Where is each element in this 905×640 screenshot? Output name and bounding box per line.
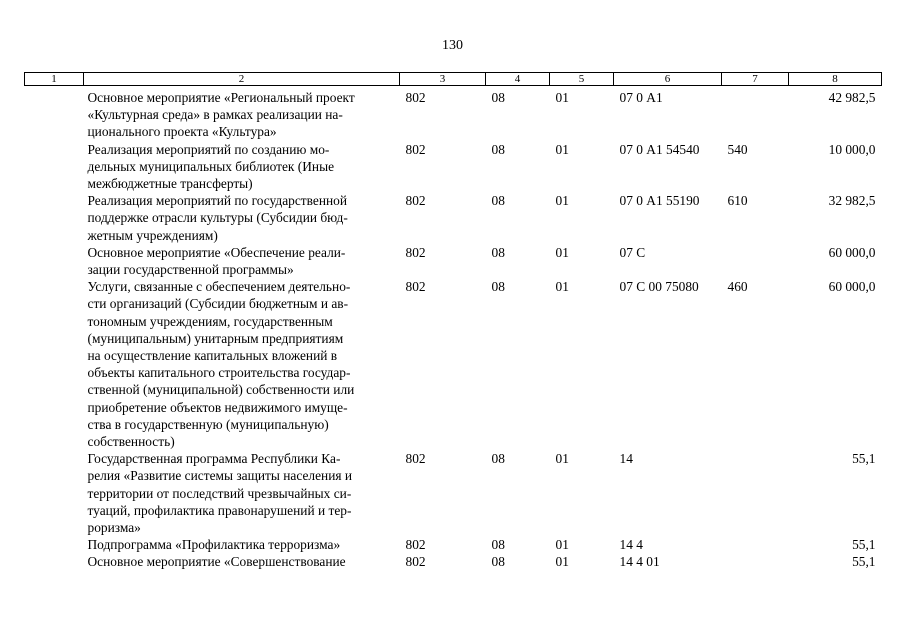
item-name-cell: Подпрограмма «Профилактика терроризма» (87, 537, 341, 553)
amount-cell: 10 000,0 (828, 141, 876, 157)
item-name-cell: Реализация мероприятий по созданию мо- дельных муниципальных библиотек (Иные межбюджетные трансферты) (87, 141, 335, 192)
target-article-cell: 07 С (619, 244, 646, 260)
expense-type-cell (722, 536, 789, 553)
table-row (25, 536, 882, 553)
section-code-cell: 08 (491, 90, 505, 105)
target-article-cell: 14 (619, 451, 633, 467)
item-name-cell: Основное мероприятие «Совершенствование (87, 554, 346, 570)
header-col-8: 8 (789, 73, 882, 86)
ministry-code-cell: 802 (405, 537, 426, 553)
section-code-cell: 08 (491, 279, 505, 295)
expense-type-cell: 540 (727, 141, 748, 157)
expense-type-cell (722, 450, 789, 536)
item-name-cell: Основное мероприятие «Обеспечение реали- зации государственной программы» (87, 244, 346, 278)
item-name-cell: Основное мероприятие «Региональный проект «Культурная среда» в рамках реализации на- ционального проекта «Культура» (87, 90, 355, 140)
header-col-7: 7 (722, 73, 789, 86)
expense-type-cell (722, 244, 789, 278)
section-code-cell: 08 (491, 141, 505, 157)
subsection-code-cell: 01 (555, 537, 569, 553)
row-number-cell (25, 141, 84, 193)
table-row (25, 450, 882, 536)
row-number-cell (25, 553, 84, 570)
row-number-cell (25, 450, 84, 536)
row-number-cell (25, 86, 84, 141)
ministry-code-cell: 802 (405, 244, 426, 260)
ministry-code-cell: 802 (405, 554, 426, 570)
ministry-code-cell: 802 (405, 141, 426, 157)
table-row (25, 244, 882, 278)
expense-type-cell (722, 86, 789, 141)
header-col-2: 2 (84, 73, 400, 86)
ministry-code-cell: 802 (405, 90, 426, 105)
subsection-code-cell: 01 (555, 193, 569, 209)
target-article-cell: 14 4 (619, 537, 643, 553)
page-number: 130 (442, 38, 463, 53)
item-name-cell: Услуги, связанные с обеспечением деятельно- сти организаций (Субсидии бюджетным и ав- тономным учреждениям, государственным (муниципальным) унитарным предприятиям на осуществление капитальных вложений в объекты капитального строительства государ- ственной (муниципальной) собственности или приобретение объектов недвижимого имуще- ства в государственную (муниципальную) собственность) (87, 279, 355, 450)
table-row (25, 192, 882, 244)
target-article-cell: 07 С 00 75080 (619, 279, 699, 295)
section-code-cell: 08 (491, 537, 505, 553)
header-col-4: 4 (486, 73, 550, 86)
subsection-code-cell: 01 (555, 554, 569, 570)
header-col-1: 1 (25, 73, 84, 86)
section-code-cell: 08 (491, 451, 505, 467)
item-name-cell: Государственная программа Республики Ка- релия «Развитие системы защиты населения и территории от последствий чрезвычайных си- туаций, профилактика правонарушений и тер- роризма» (87, 451, 353, 536)
target-article-cell: 14 4 01 (619, 554, 660, 570)
section-code-cell: 08 (491, 193, 505, 209)
target-article-cell: 07 0 А1 (619, 90, 663, 105)
ministry-code-cell: 802 (405, 193, 426, 209)
row-number-cell (25, 536, 84, 553)
subsection-code-cell: 01 (555, 90, 569, 105)
amount-cell: 55,1 (852, 554, 876, 570)
subsection-code-cell: 01 (555, 244, 569, 260)
ministry-code-cell: 802 (405, 279, 426, 295)
amount-cell: 55,1 (852, 451, 876, 467)
subsection-code-cell: 01 (555, 451, 569, 467)
expense-type-cell: 460 (727, 279, 748, 295)
amount-cell: 60 000,0 (828, 279, 876, 295)
table-row (25, 141, 882, 193)
amount-cell: 60 000,0 (828, 244, 876, 260)
header-col-3: 3 (400, 73, 486, 86)
expense-type-cell (722, 553, 789, 570)
row-number-cell (25, 278, 84, 450)
ministry-code-cell: 802 (405, 451, 426, 467)
amount-cell: 32 982,5 (828, 193, 876, 209)
table-row (25, 86, 882, 141)
section-code-cell: 08 (491, 554, 505, 570)
table-row (25, 278, 882, 450)
row-number-cell (25, 244, 84, 278)
item-name-cell: Реализация мероприятий по государственной поддержке отрасли культуры (Субсидии бюд- жетным учреждениям) (87, 193, 348, 243)
amount-cell: 55,1 (852, 537, 876, 553)
target-article-cell: 07 0 А1 55190 (619, 193, 700, 209)
header-row (25, 73, 882, 86)
amount-cell: 42 982,5 (828, 90, 876, 105)
subsection-code-cell: 01 (555, 141, 569, 157)
budget-table (24, 72, 882, 571)
row-number-cell (25, 192, 84, 244)
header-col-5: 5 (550, 73, 614, 86)
section-code-cell: 08 (491, 244, 505, 260)
target-article-cell: 07 0 А1 54540 (619, 141, 700, 157)
subsection-code-cell: 01 (555, 279, 569, 295)
expense-type-cell: 610 (727, 193, 748, 209)
header-col-6: 6 (614, 73, 722, 86)
table-row (25, 553, 882, 570)
